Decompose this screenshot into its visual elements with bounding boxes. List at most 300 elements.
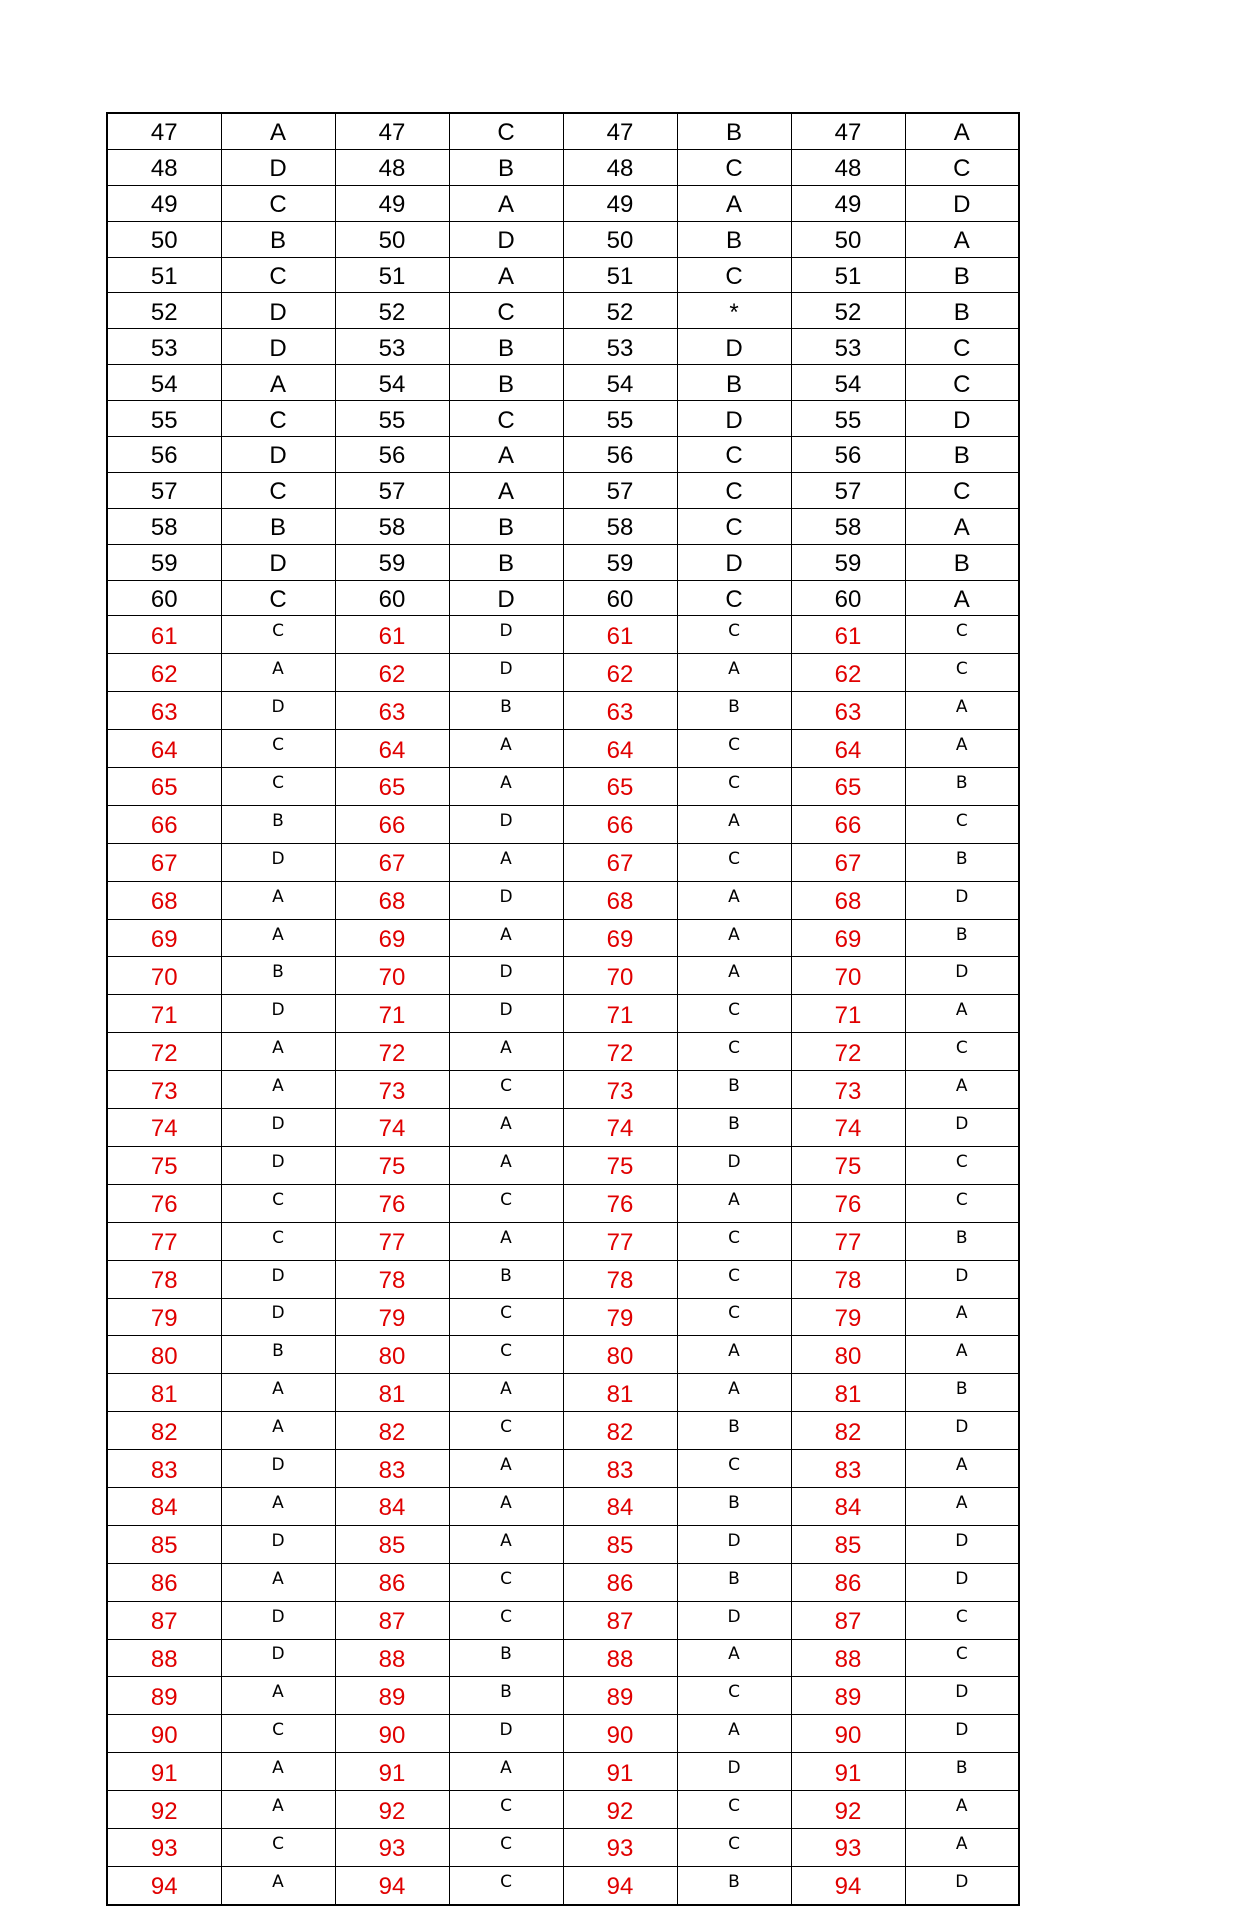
answer-cell: B xyxy=(905,437,1019,473)
answer-cell: A xyxy=(677,185,791,221)
question-number: 60 xyxy=(335,580,449,616)
question-number: 82 xyxy=(791,1412,905,1450)
question-number: 72 xyxy=(791,1033,905,1071)
question-number: 92 xyxy=(791,1791,905,1829)
answer-cell: C xyxy=(221,472,335,508)
answer-cell: B xyxy=(905,768,1019,806)
question-number: 52 xyxy=(107,293,221,329)
answer-cell: A xyxy=(905,1791,1019,1829)
answer-cell: B xyxy=(905,1374,1019,1412)
answer-cell: D xyxy=(221,544,335,580)
answer-cell: B xyxy=(221,1336,335,1374)
answer-cell: C xyxy=(221,1828,335,1866)
answer-cell: B xyxy=(449,1639,563,1677)
answer-cell: A xyxy=(221,881,335,919)
answer-cell: D xyxy=(905,185,1019,221)
answer-cell: A xyxy=(221,1791,335,1829)
answer-cell: B xyxy=(449,544,563,580)
answer-cell: D xyxy=(221,149,335,185)
question-number: 59 xyxy=(791,544,905,580)
answer-cell: B xyxy=(677,365,791,401)
table-row xyxy=(107,957,1019,995)
answer-cell: C xyxy=(677,1222,791,1260)
question-number: 48 xyxy=(107,149,221,185)
question-number: 91 xyxy=(563,1753,677,1791)
question-number: 62 xyxy=(107,654,221,692)
question-number: 54 xyxy=(335,365,449,401)
question-number: 80 xyxy=(107,1336,221,1374)
question-number: 90 xyxy=(791,1715,905,1753)
answer-cell: A xyxy=(677,919,791,957)
answer-cell: C xyxy=(905,1601,1019,1639)
answer-cell: B xyxy=(221,957,335,995)
answer-cell: C xyxy=(449,1866,563,1904)
table-row xyxy=(107,221,1019,257)
question-number: 52 xyxy=(791,293,905,329)
answer-cell: C xyxy=(449,113,563,149)
question-number: 77 xyxy=(563,1222,677,1260)
question-number: 53 xyxy=(107,329,221,365)
question-number: 53 xyxy=(563,329,677,365)
question-number: 48 xyxy=(791,149,905,185)
question-number: 74 xyxy=(791,1109,905,1147)
answer-cell: C xyxy=(449,1071,563,1109)
answer-cell: A xyxy=(677,654,791,692)
question-number: 57 xyxy=(107,472,221,508)
question-number: 91 xyxy=(791,1753,905,1791)
question-number: 59 xyxy=(563,544,677,580)
question-number: 85 xyxy=(791,1525,905,1563)
question-number: 88 xyxy=(107,1639,221,1677)
answer-cell: A xyxy=(905,1298,1019,1336)
answer-cell: D xyxy=(221,1450,335,1488)
question-number: 69 xyxy=(563,919,677,957)
answer-cell: A xyxy=(449,1033,563,1071)
question-number: 60 xyxy=(791,580,905,616)
table-row xyxy=(107,1450,1019,1488)
answer-cell: D xyxy=(449,1715,563,1753)
question-number: 91 xyxy=(107,1753,221,1791)
question-number: 78 xyxy=(563,1260,677,1298)
answer-cell: C xyxy=(905,472,1019,508)
question-number: 85 xyxy=(563,1525,677,1563)
answer-cell: A xyxy=(905,1071,1019,1109)
question-number: 87 xyxy=(107,1601,221,1639)
answer-cell: C xyxy=(677,1033,791,1071)
table-row xyxy=(107,1601,1019,1639)
answer-cell: D xyxy=(905,401,1019,437)
question-number: 54 xyxy=(563,365,677,401)
question-number: 54 xyxy=(107,365,221,401)
question-number: 60 xyxy=(563,580,677,616)
answer-cell: C xyxy=(677,1791,791,1829)
answer-cell: A xyxy=(677,1184,791,1222)
answer-cell: D xyxy=(449,995,563,1033)
question-number: 49 xyxy=(563,185,677,221)
question-number: 72 xyxy=(563,1033,677,1071)
question-number: 91 xyxy=(335,1753,449,1791)
question-number: 51 xyxy=(335,257,449,293)
question-number: 50 xyxy=(563,221,677,257)
answer-key-body xyxy=(107,113,1019,1905)
table-row xyxy=(107,1563,1019,1601)
answer-cell: B xyxy=(449,1677,563,1715)
question-number: 75 xyxy=(791,1146,905,1184)
question-number: 89 xyxy=(335,1677,449,1715)
question-number: 65 xyxy=(335,768,449,806)
answer-cell: C xyxy=(905,616,1019,654)
question-number: 69 xyxy=(107,919,221,957)
answer-cell: C xyxy=(677,768,791,806)
answer-cell: A xyxy=(221,1374,335,1412)
answer-cell: B xyxy=(449,508,563,544)
answer-cell: B xyxy=(449,149,563,185)
question-number: 66 xyxy=(107,805,221,843)
question-number: 89 xyxy=(791,1677,905,1715)
question-number: 64 xyxy=(791,730,905,768)
answer-cell: C xyxy=(449,401,563,437)
answer-cell: D xyxy=(221,293,335,329)
question-number: 67 xyxy=(791,843,905,881)
answer-cell: D xyxy=(905,1677,1019,1715)
answer-cell: D xyxy=(221,437,335,473)
question-number: 65 xyxy=(791,768,905,806)
table-row xyxy=(107,508,1019,544)
answer-cell: A xyxy=(449,730,563,768)
question-number: 61 xyxy=(563,616,677,654)
answer-cell: A xyxy=(677,1715,791,1753)
table-row xyxy=(107,1791,1019,1829)
answer-cell: B xyxy=(449,692,563,730)
question-number: 74 xyxy=(335,1109,449,1147)
question-number: 63 xyxy=(791,692,905,730)
table-row xyxy=(107,472,1019,508)
answer-cell: C xyxy=(677,149,791,185)
table-row xyxy=(107,768,1019,806)
table-row xyxy=(107,365,1019,401)
table-row xyxy=(107,185,1019,221)
question-number: 63 xyxy=(107,692,221,730)
question-number: 90 xyxy=(107,1715,221,1753)
question-number: 79 xyxy=(335,1298,449,1336)
question-number: 58 xyxy=(563,508,677,544)
answer-cell: A xyxy=(905,221,1019,257)
question-number: 50 xyxy=(791,221,905,257)
question-number: 86 xyxy=(107,1563,221,1601)
question-number: 61 xyxy=(107,616,221,654)
question-number: 70 xyxy=(335,957,449,995)
answer-cell: C xyxy=(905,329,1019,365)
answer-cell: A xyxy=(449,768,563,806)
answer-cell: B xyxy=(905,843,1019,881)
answer-cell: C xyxy=(449,1828,563,1866)
question-number: 52 xyxy=(563,293,677,329)
answer-cell: A xyxy=(449,1146,563,1184)
answer-cell: D xyxy=(905,1109,1019,1147)
answer-cell: B xyxy=(449,329,563,365)
table-row xyxy=(107,293,1019,329)
answer-cell: D xyxy=(905,1715,1019,1753)
question-number: 64 xyxy=(107,730,221,768)
answer-cell: A xyxy=(221,919,335,957)
question-number: 47 xyxy=(563,113,677,149)
answer-cell: B xyxy=(905,293,1019,329)
question-number: 92 xyxy=(563,1791,677,1829)
answer-cell: A xyxy=(449,472,563,508)
answer-cell: C xyxy=(677,1677,791,1715)
answer-cell: D xyxy=(677,1601,791,1639)
question-number: 67 xyxy=(335,843,449,881)
answer-cell: C xyxy=(677,472,791,508)
answer-cell: A xyxy=(905,113,1019,149)
answer-cell: B xyxy=(449,1260,563,1298)
answer-cell: A xyxy=(905,580,1019,616)
answer-cell: C xyxy=(677,508,791,544)
question-number: 69 xyxy=(791,919,905,957)
question-number: 83 xyxy=(335,1450,449,1488)
question-number: 86 xyxy=(791,1563,905,1601)
answer-cell: C xyxy=(905,654,1019,692)
table-row xyxy=(107,616,1019,654)
answer-cell: A xyxy=(905,730,1019,768)
table-row xyxy=(107,580,1019,616)
question-number: 67 xyxy=(563,843,677,881)
answer-cell: C xyxy=(449,1336,563,1374)
question-number: 58 xyxy=(107,508,221,544)
answer-cell: D xyxy=(221,995,335,1033)
question-number: 50 xyxy=(107,221,221,257)
answer-cell: C xyxy=(677,1298,791,1336)
answer-cell: B xyxy=(677,1071,791,1109)
answer-cell: D xyxy=(449,957,563,995)
answer-cell: C xyxy=(905,1146,1019,1184)
question-number: 94 xyxy=(791,1866,905,1904)
answer-cell: D xyxy=(449,805,563,843)
question-number: 92 xyxy=(335,1791,449,1829)
question-number: 83 xyxy=(107,1450,221,1488)
question-number: 74 xyxy=(563,1109,677,1147)
question-number: 74 xyxy=(107,1109,221,1147)
answer-cell: D xyxy=(221,843,335,881)
question-number: 62 xyxy=(563,654,677,692)
answer-cell: D xyxy=(221,1601,335,1639)
answer-cell: D xyxy=(905,1412,1019,1450)
question-number: 94 xyxy=(335,1866,449,1904)
question-number: 68 xyxy=(335,881,449,919)
question-number: 88 xyxy=(563,1639,677,1677)
table-row xyxy=(107,919,1019,957)
question-number: 51 xyxy=(563,257,677,293)
question-number: 58 xyxy=(791,508,905,544)
question-number: 80 xyxy=(335,1336,449,1374)
question-number: 70 xyxy=(791,957,905,995)
table-row xyxy=(107,1487,1019,1525)
answer-cell: C xyxy=(449,1184,563,1222)
question-number: 75 xyxy=(563,1146,677,1184)
answer-cell: D xyxy=(677,1525,791,1563)
table-row xyxy=(107,1109,1019,1147)
question-number: 57 xyxy=(335,472,449,508)
question-number: 88 xyxy=(791,1639,905,1677)
answer-cell: D xyxy=(905,1260,1019,1298)
question-number: 56 xyxy=(791,437,905,473)
table-row xyxy=(107,257,1019,293)
answer-cell: A xyxy=(221,1487,335,1525)
answer-cell: B xyxy=(221,508,335,544)
answer-cell: D xyxy=(677,401,791,437)
question-number: 48 xyxy=(563,149,677,185)
answer-cell: C xyxy=(677,437,791,473)
answer-cell: B xyxy=(677,221,791,257)
question-number: 63 xyxy=(563,692,677,730)
answer-cell: B xyxy=(221,805,335,843)
table-row xyxy=(107,1298,1019,1336)
answer-cell: C xyxy=(449,1412,563,1450)
question-number: 85 xyxy=(107,1525,221,1563)
answer-cell: A xyxy=(449,1374,563,1412)
answer-cell: A xyxy=(677,957,791,995)
question-number: 55 xyxy=(107,401,221,437)
question-number: 47 xyxy=(791,113,905,149)
answer-cell: B xyxy=(677,1563,791,1601)
question-number: 73 xyxy=(107,1071,221,1109)
question-number: 55 xyxy=(791,401,905,437)
answer-cell: A xyxy=(677,805,791,843)
answer-cell: C xyxy=(449,1298,563,1336)
table-row xyxy=(107,1374,1019,1412)
answer-cell: * xyxy=(677,293,791,329)
question-number: 84 xyxy=(791,1487,905,1525)
question-number: 71 xyxy=(107,995,221,1033)
answer-cell: C xyxy=(677,1450,791,1488)
answer-cell: C xyxy=(449,1601,563,1639)
answer-cell: D xyxy=(221,1525,335,1563)
answer-cell: A xyxy=(221,1753,335,1791)
answer-cell: D xyxy=(449,654,563,692)
question-number: 53 xyxy=(791,329,905,365)
question-number: 47 xyxy=(107,113,221,149)
question-number: 90 xyxy=(335,1715,449,1753)
question-number: 88 xyxy=(335,1639,449,1677)
answer-cell: C xyxy=(221,730,335,768)
answer-cell: A xyxy=(905,692,1019,730)
question-number: 83 xyxy=(791,1450,905,1488)
table-row xyxy=(107,1033,1019,1071)
question-number: 66 xyxy=(791,805,905,843)
question-number: 75 xyxy=(107,1146,221,1184)
question-number: 67 xyxy=(107,843,221,881)
answer-cell: D xyxy=(677,329,791,365)
question-number: 72 xyxy=(107,1033,221,1071)
question-number: 78 xyxy=(335,1260,449,1298)
question-number: 64 xyxy=(335,730,449,768)
table-row xyxy=(107,692,1019,730)
question-number: 80 xyxy=(563,1336,677,1374)
answer-cell: C xyxy=(905,149,1019,185)
question-number: 56 xyxy=(335,437,449,473)
answer-cell: C xyxy=(221,185,335,221)
question-number: 70 xyxy=(563,957,677,995)
question-number: 73 xyxy=(791,1071,905,1109)
answer-cell: B xyxy=(677,1866,791,1904)
answer-cell: C xyxy=(449,293,563,329)
table-row xyxy=(107,1184,1019,1222)
answer-cell: B xyxy=(905,1222,1019,1260)
question-number: 81 xyxy=(107,1374,221,1412)
question-number: 87 xyxy=(335,1601,449,1639)
answer-cell: D xyxy=(221,329,335,365)
answer-cell: A xyxy=(449,1487,563,1525)
answer-cell: C xyxy=(677,616,791,654)
question-number: 72 xyxy=(335,1033,449,1071)
answer-cell: A xyxy=(677,881,791,919)
table-row xyxy=(107,437,1019,473)
answer-cell: D xyxy=(905,881,1019,919)
answer-cell: D xyxy=(221,692,335,730)
question-number: 80 xyxy=(791,1336,905,1374)
question-number: 70 xyxy=(107,957,221,995)
question-number: 68 xyxy=(107,881,221,919)
answer-cell: B xyxy=(905,544,1019,580)
question-number: 55 xyxy=(335,401,449,437)
question-number: 63 xyxy=(335,692,449,730)
question-number: 77 xyxy=(335,1222,449,1260)
answer-cell: A xyxy=(221,1866,335,1904)
question-number: 93 xyxy=(107,1828,221,1866)
answer-cell: A xyxy=(905,1828,1019,1866)
answer-cell: A xyxy=(449,437,563,473)
answer-cell: A xyxy=(449,1525,563,1563)
question-number: 87 xyxy=(791,1601,905,1639)
answer-cell: C xyxy=(677,730,791,768)
question-number: 71 xyxy=(563,995,677,1033)
answer-cell: C xyxy=(677,580,791,616)
answer-cell: D xyxy=(221,1260,335,1298)
question-number: 69 xyxy=(335,919,449,957)
answer-cell: D xyxy=(221,1639,335,1677)
question-number: 61 xyxy=(335,616,449,654)
question-number: 71 xyxy=(791,995,905,1033)
answer-cell: B xyxy=(449,365,563,401)
answer-cell: D xyxy=(905,1525,1019,1563)
answer-cell: C xyxy=(905,1184,1019,1222)
answer-cell: D xyxy=(449,616,563,654)
question-number: 51 xyxy=(791,257,905,293)
answer-cell: D xyxy=(221,1109,335,1147)
question-number: 49 xyxy=(335,185,449,221)
table-row xyxy=(107,881,1019,919)
question-number: 50 xyxy=(335,221,449,257)
table-row xyxy=(107,1715,1019,1753)
question-number: 68 xyxy=(791,881,905,919)
question-number: 85 xyxy=(335,1525,449,1563)
answer-cell: D xyxy=(677,1146,791,1184)
question-number: 54 xyxy=(791,365,905,401)
answer-cell: B xyxy=(677,1487,791,1525)
answer-cell: B xyxy=(677,1109,791,1147)
question-number: 48 xyxy=(335,149,449,185)
table-row xyxy=(107,113,1019,149)
answer-cell: C xyxy=(221,401,335,437)
question-number: 90 xyxy=(563,1715,677,1753)
question-number: 64 xyxy=(563,730,677,768)
question-number: 57 xyxy=(791,472,905,508)
table-row xyxy=(107,1222,1019,1260)
answer-cell: C xyxy=(905,1033,1019,1071)
question-number: 65 xyxy=(107,768,221,806)
table-row xyxy=(107,1071,1019,1109)
question-number: 82 xyxy=(107,1412,221,1450)
